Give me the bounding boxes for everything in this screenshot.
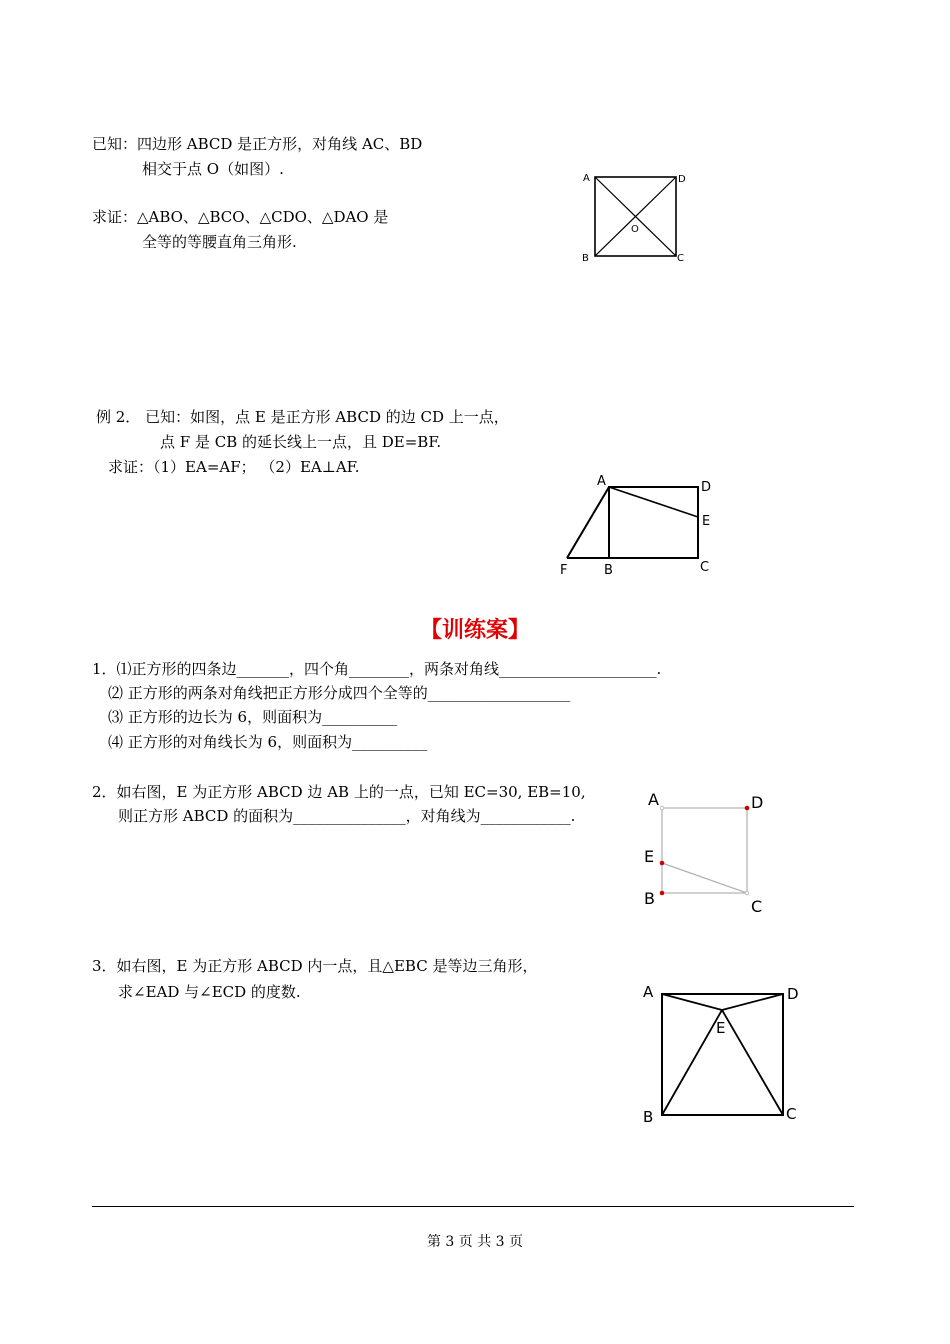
label-c: C — [677, 253, 684, 264]
label-a: A — [648, 790, 659, 809]
q2-line-2: 则正方形 ABCD 的面积为_______________，对角线为____________. — [118, 807, 576, 825]
page-footer: 第 3 页 共 3 页 — [426, 1234, 524, 1250]
q1-line-1: 1．⑴正方形的四条边_______，四个角________，两条对角线_____________________. — [92, 660, 662, 678]
square-abcd — [609, 487, 698, 558]
label-d: D — [701, 480, 712, 495]
figure-example2 — [553, 470, 728, 580]
label-o: O — [631, 224, 639, 235]
label-a: A — [643, 983, 654, 1001]
given-line-2: 相交于点 O（如图）. — [142, 160, 284, 178]
label-e: E — [644, 847, 655, 866]
segment-de — [722, 994, 783, 1010]
q2-line-1: 2．如右图，E 为正方形 ABCD 边 AB 上的一点，已知 EC=30, EB=10, — [92, 783, 586, 801]
q3-line-2: 求∠EAD 与∠ECD 的度数. — [118, 983, 301, 1001]
point-d — [745, 806, 750, 811]
label-b: B — [582, 253, 589, 264]
label-b: B — [644, 889, 655, 908]
figure-q3 — [636, 978, 811, 1133]
label-a: A — [597, 474, 606, 489]
label-c: C — [786, 1105, 797, 1123]
segment-af — [567, 487, 609, 558]
segment-ae — [609, 487, 698, 517]
section-title: 【训练案】 — [419, 618, 530, 643]
label-e: E — [702, 514, 711, 529]
point-b — [660, 891, 665, 896]
q1-line-4: ⑷ 正方形的对角线长为 6，则面积为__________ — [108, 733, 428, 751]
figure-square-diagonals — [578, 166, 698, 270]
label-e: E — [716, 1019, 726, 1037]
square-abcd — [662, 808, 747, 893]
example2-line-1: 例 2． 已知：如图，点 E 是正方形 ABCD 的边 CD 上一点， — [96, 408, 509, 426]
point-a — [660, 806, 664, 810]
segment-ec — [662, 863, 747, 893]
given-line-1: 已知：四边形 ABCD 是正方形，对角线 AC、BD — [92, 135, 423, 153]
segment-be — [662, 1010, 722, 1115]
segment-ce — [722, 1010, 783, 1115]
example2-line-2: 点 F 是 CB 的延长线上一点，且 DE=BF. — [160, 433, 442, 451]
example2-line-3: 求证：（1）EA=AF； （2）EA⊥AF. — [108, 458, 360, 476]
prove-line-2: 全等的等腰直角三角形. — [142, 233, 297, 251]
prove-line-1: 求证：△ABO、△BCO、△CDO、△DAO 是 — [92, 208, 389, 226]
q1-line-2: ⑵ 正方形的两条对角线把正方形分成四个全等的___________________ — [108, 684, 571, 702]
label-d: D — [678, 174, 686, 185]
label-d: D — [751, 793, 764, 812]
label-d: D — [787, 985, 799, 1003]
label-a: A — [583, 173, 590, 184]
label-c: C — [751, 897, 763, 916]
label-b: B — [604, 563, 613, 578]
point-e — [660, 861, 665, 866]
point-c — [745, 891, 749, 895]
footer-rule — [92, 1206, 854, 1207]
segment-ae — [662, 994, 722, 1010]
label-c: C — [700, 560, 710, 575]
q1-line-3: ⑶ 正方形的边长为 6，则面积为__________ — [108, 708, 398, 726]
label-b: B — [643, 1108, 654, 1126]
q3-line-1: 3．如右图，E 为正方形 ABCD 内一点，且△EBC 是等边三角形， — [92, 957, 538, 975]
figure-q2 — [638, 786, 778, 916]
label-f: F — [560, 563, 568, 578]
